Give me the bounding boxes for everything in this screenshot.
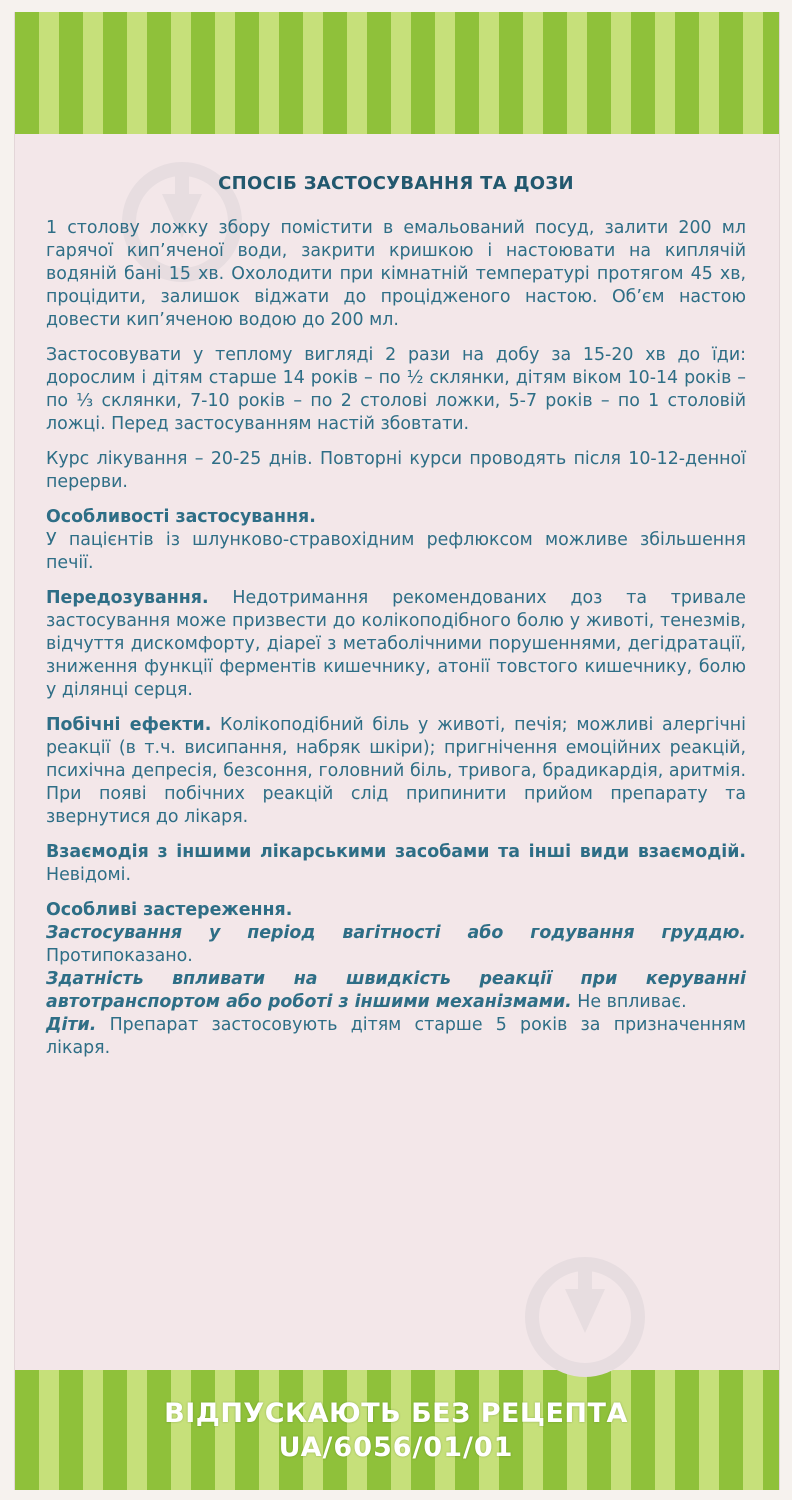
- driving-text: Не впливає.: [571, 992, 687, 1012]
- interaction-text: Невідомі.: [46, 865, 132, 885]
- children-title: Діти.: [46, 1015, 97, 1035]
- driving-title: Здатність впливати на швидкість реакції при керуванні автотранспортом або роботі з іншими механізмами.: [46, 969, 746, 1012]
- side-effects-text: Колікоподібний біль у животі, печія; можливі алергічні реакції (в т.ч. висипання, набряк шкіри); пригнічення емоційних реакцій, психічна депресія, безсоння, головний біль, тривога, брадикардія, аритмія. При появі побічних реакцій слід припинити прийом препарату та звернутися до лікаря.: [46, 715, 746, 827]
- dosage-paragraph: Застосовувати у теплому вигляді 2 рази на добу за 15-20 хв до їди: дорослим і дітям старше 14 років – по ½ склянки, дітям віком 10-14 років – по ⅓ склянки, 7-10 років – по 2 столові ложки, 5-7 років – по 1 столовій ложці. Перед застосуванням настій збовтати.: [46, 345, 746, 434]
- course-paragraph: Курс лікування – 20-25 днів. Повторні курси проводять після 10-12-денної перерви.: [46, 449, 746, 492]
- features-text: У пацієнтів із шлунково-стравохідним рефлюксом можливе збільшення печії.: [46, 530, 746, 573]
- pregnancy-title: Застосування у період вагітності або годування груддю.: [46, 923, 746, 943]
- bottom-stripe-band: [15, 1370, 779, 1490]
- children-line: [46, 1014, 746, 1060]
- features-paragraph: [46, 506, 746, 575]
- overdose-title: Передозування.: [46, 588, 209, 608]
- preparation-paragraph: 1 столову ложку збору помістити в емальований посуд, залити 200 мл гарячої кип’яченої води, закрити кришкою і настоювати на киплячій водяній бані 15 хв. Охолодити при кімнатній температурі протягом 45 хв, процідити, залишок віджати до процідженого настою. Об’єм настою довести кип’яченою водою до 200 мл.: [46, 218, 746, 330]
- warnings-title: Особливі застереження.: [46, 900, 293, 920]
- pregnancy-line: [46, 922, 746, 968]
- driving-line: [46, 968, 746, 1014]
- side-effects-title: Побічні ефекти.: [46, 715, 212, 735]
- section-heading: СПОСІБ ЗАСТОСУВАННЯ ТА ДОЗИ: [218, 173, 574, 194]
- interaction-title: Взаємодія з іншими лікарськими засобами та інші види взаємодій.: [46, 842, 746, 862]
- side-effects-paragraph: [46, 714, 746, 829]
- overdose-text: Недотримання рекомендованих доз та тривале застосування може призвести до колікоподібного болю у животі, тенезмів, відчуття дискомфорту, діареї з метаболічними порушеннями, дегідратації, зниження функції ферментів кишечнику, атонії товстого кишечнику, болю у ділянці серця.: [46, 588, 746, 700]
- features-title: Особливості застосування.: [46, 507, 316, 527]
- children-text: Препарат застосовують дітям старше 5 років за призначенням лікаря.: [46, 1015, 746, 1058]
- instructions-text: [46, 168, 746, 1072]
- interaction-paragraph: [46, 841, 746, 887]
- registration-number: UA/6056/01/01: [278, 1432, 514, 1463]
- warnings-paragraph: [46, 899, 746, 1060]
- overdose-paragraph: [46, 587, 746, 702]
- otc-label: ВІДПУСКАЮТЬ БЕЗ РЕЦЕПТА: [164, 1398, 628, 1429]
- pregnancy-text: Протипоказано.: [46, 946, 193, 966]
- download-watermark-icon-bottom: [525, 1257, 645, 1377]
- top-stripe-band: [15, 12, 779, 134]
